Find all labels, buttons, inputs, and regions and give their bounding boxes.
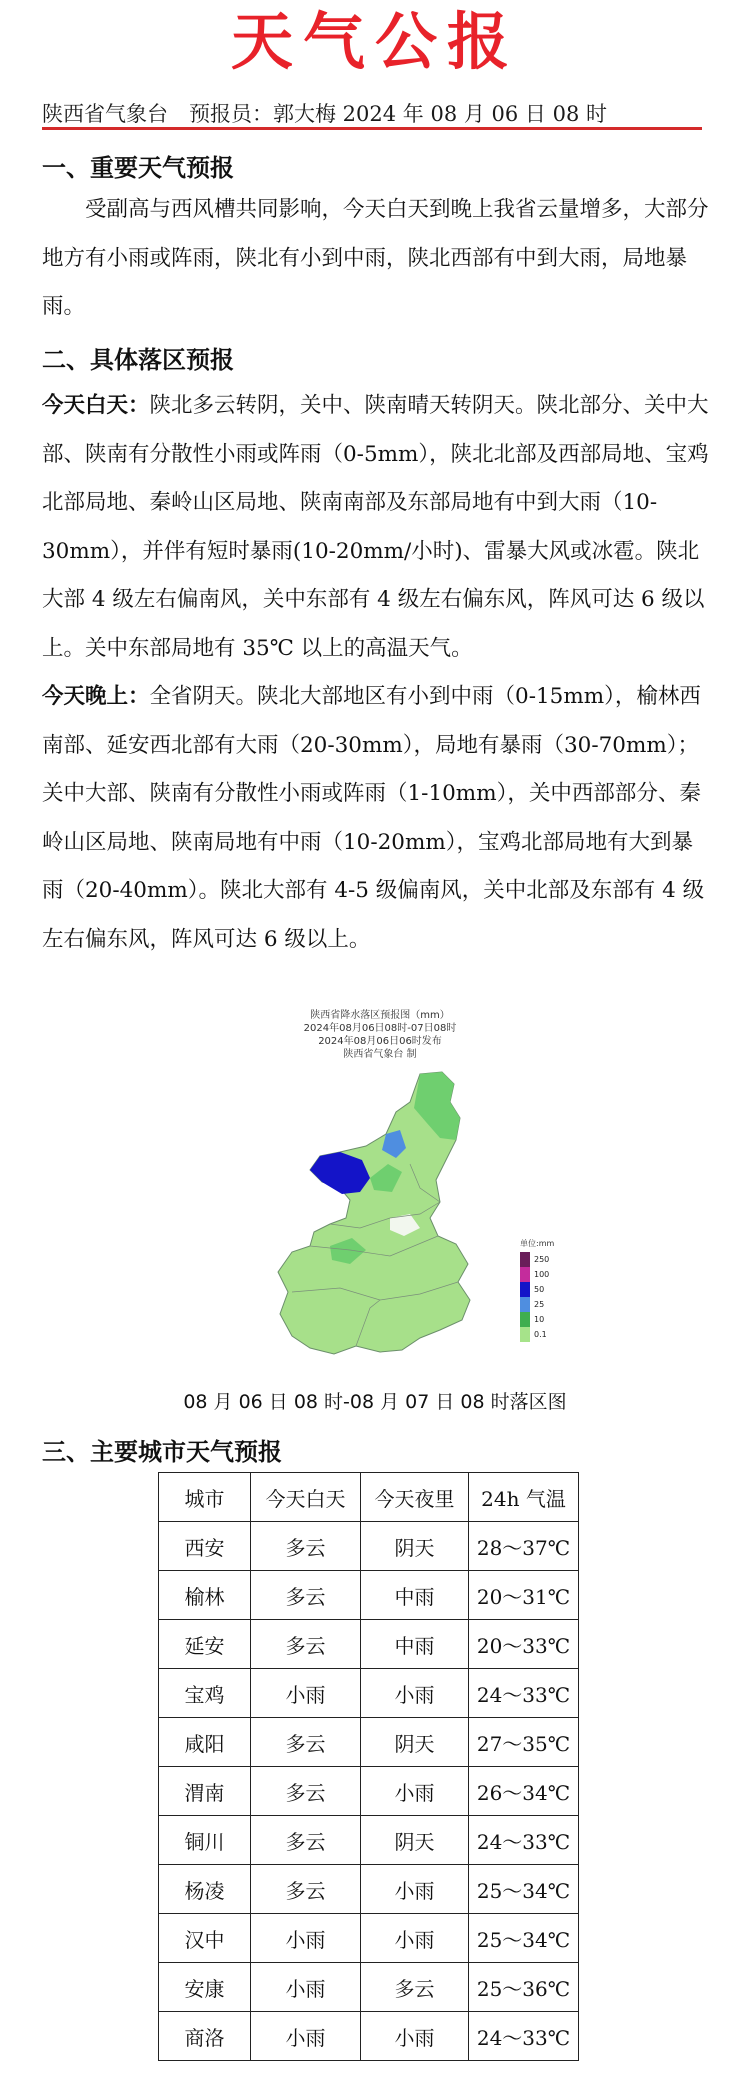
section-2-body: [42, 382, 714, 964]
night-weather-cell: 中雨: [361, 1620, 469, 1669]
legend-swatch: [520, 1312, 530, 1327]
table-row: [159, 1522, 579, 1571]
temperature-cell: 25～36℃: [469, 1963, 579, 2012]
city-cell: 杨凌: [159, 1865, 251, 1914]
precipitation-legend: [520, 1238, 580, 1342]
table-row: [159, 1816, 579, 1865]
legend-swatch: [520, 1252, 530, 1267]
temperature-cell: 24～33℃: [469, 2012, 579, 2061]
city-cell: 汉中: [159, 1914, 251, 1963]
night-label: 今天晚上：: [42, 684, 150, 709]
table-row: [159, 1620, 579, 1669]
legend-unit: 单位:mm: [520, 1239, 555, 1248]
city-cell: 榆林: [159, 1571, 251, 1620]
legend-swatch: [520, 1267, 530, 1282]
legend-label: 50: [534, 1285, 545, 1294]
legend-label: 25: [534, 1300, 545, 1309]
map-period: 2024年08月06日08时-07日08时: [303, 1023, 457, 1034]
table-body: [159, 1522, 579, 2061]
city-cell: 渭南: [159, 1767, 251, 1816]
night-text: 全省阴天。陕北大部地区有小到中雨（0-15mm），榆林西南部、延安西北部有大雨（20-30mm），局地有暴雨（30-70mm）；关中大部、陕南有分散性小雨或阵雨（1-10mm），关中西部部分、秦岭山区局地、陕南局地有中雨（10-20mm），宝鸡北部局地有大到暴雨（20-40mm）。陕北大部有 4-5 级偏南风，关中北部及东部有 4 级左右偏东风，阵风可达 6 级以上。: [42, 684, 705, 952]
table-row: [159, 1865, 579, 1914]
table-row: [159, 1767, 579, 1816]
night-weather-cell: 阴天: [361, 1816, 469, 1865]
important-forecast-text: 受副高与西风槽共同影响，今天白天到晚上我省云量增多，大部分地方有小雨或阵雨，陕北有小到中雨，陕北西部有中到大雨，局地暴雨。: [42, 197, 709, 319]
daytime-weather-cell: 小雨: [251, 2012, 361, 2061]
legend-label: 100: [534, 1270, 550, 1279]
temperature-cell: 20～31℃: [469, 1571, 579, 1620]
daytime-label: 今天白天：: [42, 393, 150, 418]
night-weather-cell: 阴天: [361, 1718, 469, 1767]
daytime-weather-cell: 多云: [251, 1571, 361, 1620]
temperature-cell: 20～33℃: [469, 1620, 579, 1669]
daytime-weather-cell: 小雨: [251, 1963, 361, 2012]
daytime-forecast: [42, 382, 714, 673]
temperature-cell: 25～34℃: [469, 1914, 579, 1963]
daytime-weather-cell: 多云: [251, 1718, 361, 1767]
column-header: 24h 气温: [469, 1473, 579, 1522]
map-caption: 08 月 06 日 08 时-08 月 07 日 08 时落区图: [183, 1391, 567, 1413]
daytime-weather-cell: 多云: [251, 1865, 361, 1914]
city-cell: 安康: [159, 1963, 251, 2012]
daytime-text: 陕北多云转阴，关中、陕南晴天转阴天。陕北部分、关中大部、陕南有分散性小雨或阵雨（0-5mm），陕北北部及西部局地、宝鸡北部局地、秦岭山区局地、陕南南部及东部局地有中到大雨（10-30mm），并伴有短时暴雨(10-20mm/小时)、雷暴大风或冰雹。陕北大部 4 级左右偏南风，关中东部有 4 级左右偏东风，阵风可达 6 级以上。关中东部局地有 35℃ 以上的高温天气。: [42, 393, 709, 661]
daytime-weather-cell: 小雨: [251, 1669, 361, 1718]
map-title: 陕西省降水落区预报图（mm）: [310, 1010, 450, 1021]
legend-item: [520, 1282, 580, 1297]
bulletin-title: 天气公报: [230, 5, 519, 78]
temperature-cell: 26～34℃: [469, 1767, 579, 1816]
table-row: [159, 1718, 579, 1767]
legend-label: 0.1: [534, 1330, 547, 1339]
section-3-heading: 三、主要城市天气预报: [42, 1438, 282, 1466]
night-forecast: [42, 673, 714, 964]
table-row: [159, 1571, 579, 1620]
legend-label: 10: [534, 1315, 545, 1324]
city-cell: 铜川: [159, 1816, 251, 1865]
night-weather-cell: 小雨: [361, 1767, 469, 1816]
temperature-cell: 25～34℃: [469, 1865, 579, 1914]
issuer-line: 陕西省气象台 预报员：郭大梅 2024 年 08 月 06 日 08 时: [42, 102, 608, 126]
daytime-weather-cell: 多云: [251, 1620, 361, 1669]
night-weather-cell: 小雨: [361, 1914, 469, 1963]
legend-item: [520, 1267, 580, 1282]
city-cell: 商洛: [159, 2012, 251, 2061]
city-cell: 西安: [159, 1522, 251, 1571]
column-header: 今天夜里: [361, 1473, 469, 1522]
section-1-body: [42, 186, 714, 332]
table-row: [159, 1914, 579, 1963]
temperature-cell: 24～33℃: [469, 1669, 579, 1718]
temperature-cell: 24～33℃: [469, 1816, 579, 1865]
temperature-cell: 28～37℃: [469, 1522, 579, 1571]
map-producer: 陕西省气象台 制: [343, 1049, 417, 1060]
section-1-heading: 一、重要天气预报: [42, 154, 234, 182]
map-header: [280, 1009, 480, 1061]
city-cell: 宝鸡: [159, 1669, 251, 1718]
night-weather-cell: 中雨: [361, 1571, 469, 1620]
legend-item: [520, 1297, 580, 1312]
column-header: 城市: [159, 1473, 251, 1522]
night-weather-cell: 小雨: [361, 2012, 469, 2061]
city-cell: 延安: [159, 1620, 251, 1669]
city-forecast-table: [158, 1472, 579, 2061]
table-row: [159, 2012, 579, 2061]
precipitation-map: [270, 1068, 510, 1368]
daytime-weather-cell: 多云: [251, 1767, 361, 1816]
night-weather-cell: 小雨: [361, 1865, 469, 1914]
section-2-heading: 二、具体落区预报: [42, 346, 234, 374]
night-weather-cell: 小雨: [361, 1669, 469, 1718]
legend-item: [520, 1252, 580, 1267]
legend-swatch: [520, 1297, 530, 1312]
map-issue-time: 2024年08月06日06时发布: [318, 1036, 442, 1047]
header-divider: [42, 127, 702, 130]
table-row: [159, 1669, 579, 1718]
daytime-weather-cell: 小雨: [251, 1914, 361, 1963]
column-header: 今天白天: [251, 1473, 361, 1522]
night-weather-cell: 多云: [361, 1963, 469, 2012]
legend-item: [520, 1312, 580, 1327]
daytime-weather-cell: 多云: [251, 1522, 361, 1571]
legend-item: [520, 1327, 580, 1342]
table-header-row: [159, 1473, 579, 1522]
temperature-cell: 27～35℃: [469, 1718, 579, 1767]
legend-swatch: [520, 1327, 530, 1342]
daytime-weather-cell: 多云: [251, 1816, 361, 1865]
legend-swatch: [520, 1282, 530, 1297]
night-weather-cell: 阴天: [361, 1522, 469, 1571]
city-cell: 咸阳: [159, 1718, 251, 1767]
table-row: [159, 1963, 579, 2012]
legend-label: 250: [534, 1255, 550, 1264]
